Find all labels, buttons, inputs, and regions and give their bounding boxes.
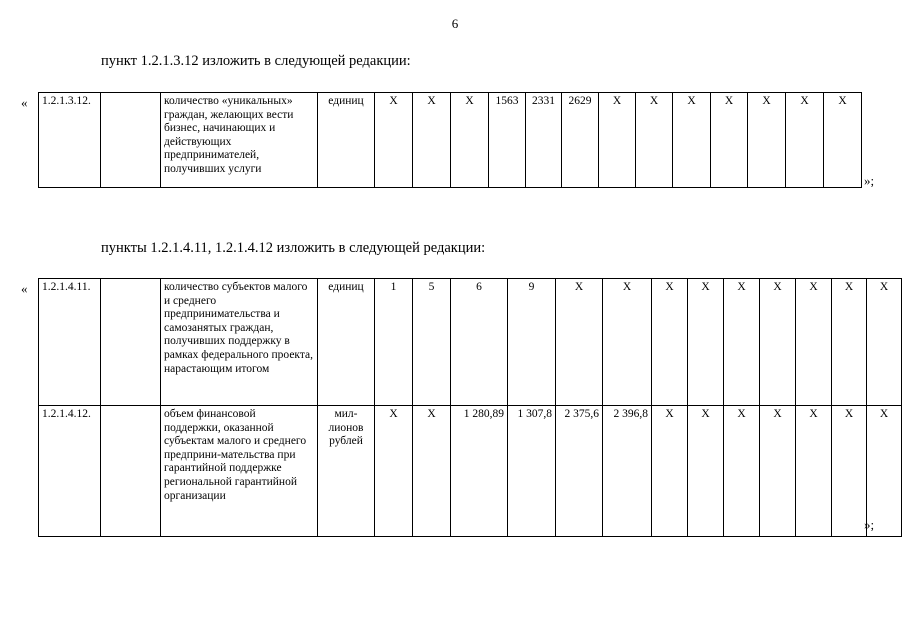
row-blank [101, 93, 161, 188]
row-value: Х [688, 279, 724, 406]
row-value: Х [599, 93, 636, 188]
row-value: Х [652, 279, 688, 406]
row-value: Х [688, 406, 724, 537]
row-value: Х [796, 279, 832, 406]
row-value: Х [724, 406, 760, 537]
row-value: 1 280,89 [451, 406, 508, 537]
section2-table [38, 278, 902, 537]
row-code: 1.2.1.3.12. [39, 93, 101, 188]
row-value: 2331 [526, 93, 562, 188]
row-value: Х [760, 279, 796, 406]
row-value: Х [603, 279, 652, 406]
section1-heading: пункт 1.2.1.3.12 изложить в следующей редакции: [101, 53, 411, 69]
row-value: 9 [508, 279, 556, 406]
row-value: Х [867, 279, 902, 406]
section2-open-quote: « [21, 281, 28, 296]
row-code: 1.2.1.4.11. [39, 279, 101, 406]
row-value: 1 307,8 [508, 406, 556, 537]
row-unit: мил-лионов рублей [318, 406, 375, 537]
row-value: Х [786, 93, 824, 188]
row-indicator-name: объем финансовой поддержки, оказанной субъектам малого и среднего предприни-мательства при гарантийной поддержке региональной гарантийной организации [161, 406, 318, 537]
row-value: Х [867, 406, 902, 537]
row-value: 1 [375, 279, 413, 406]
row-value: 5 [413, 279, 451, 406]
row-value: Х [556, 279, 603, 406]
row-indicator-name: количество субъектов малого и среднего предпринимательства и самозанятых граждан, получивших поддержку в рамках федерального проекта, нарастающим итогом [161, 279, 318, 406]
row-value: Х [832, 279, 867, 406]
row-value: Х [673, 93, 711, 188]
row-indicator-name: количество «уникальных» граждан, желающих вести бизнес, начинающих и действующих предпринимателей, получивших услуги [161, 93, 318, 188]
row-blank [101, 406, 161, 537]
row-value: Х [413, 406, 451, 537]
row-value: Х [636, 93, 673, 188]
row-value: Х [413, 93, 451, 188]
row-value: Х [724, 279, 760, 406]
row-value: 1563 [489, 93, 526, 188]
row-value: 2 375,6 [556, 406, 603, 537]
table-row [39, 93, 862, 188]
row-value: Х [748, 93, 786, 188]
row-value: Х [451, 93, 489, 188]
row-value: Х [375, 93, 413, 188]
page-number: 6 [451, 16, 459, 31]
row-code: 1.2.1.4.12. [39, 406, 101, 537]
section2-close-quote: »; [864, 517, 875, 532]
section1-open-quote: « [21, 95, 28, 110]
section1-close-quote: »; [864, 173, 875, 188]
row-value: Х [760, 406, 796, 537]
row-value: 2629 [562, 93, 599, 188]
row-unit: единиц [318, 93, 375, 188]
row-value: Х [711, 93, 748, 188]
row-value: 2 396,8 [603, 406, 652, 537]
row-value: Х [832, 406, 867, 537]
row-blank [101, 279, 161, 406]
row-value: Х [824, 93, 862, 188]
section1-table [38, 92, 862, 188]
table-row [39, 406, 902, 537]
row-value: Х [652, 406, 688, 537]
row-value: Х [796, 406, 832, 537]
table-row [39, 279, 902, 406]
row-value: Х [375, 406, 413, 537]
row-unit: единиц [318, 279, 375, 406]
section2-heading: пункты 1.2.1.4.11, 1.2.1.4.12 изложить в следующей редакции: [101, 240, 486, 256]
row-value: 6 [451, 279, 508, 406]
